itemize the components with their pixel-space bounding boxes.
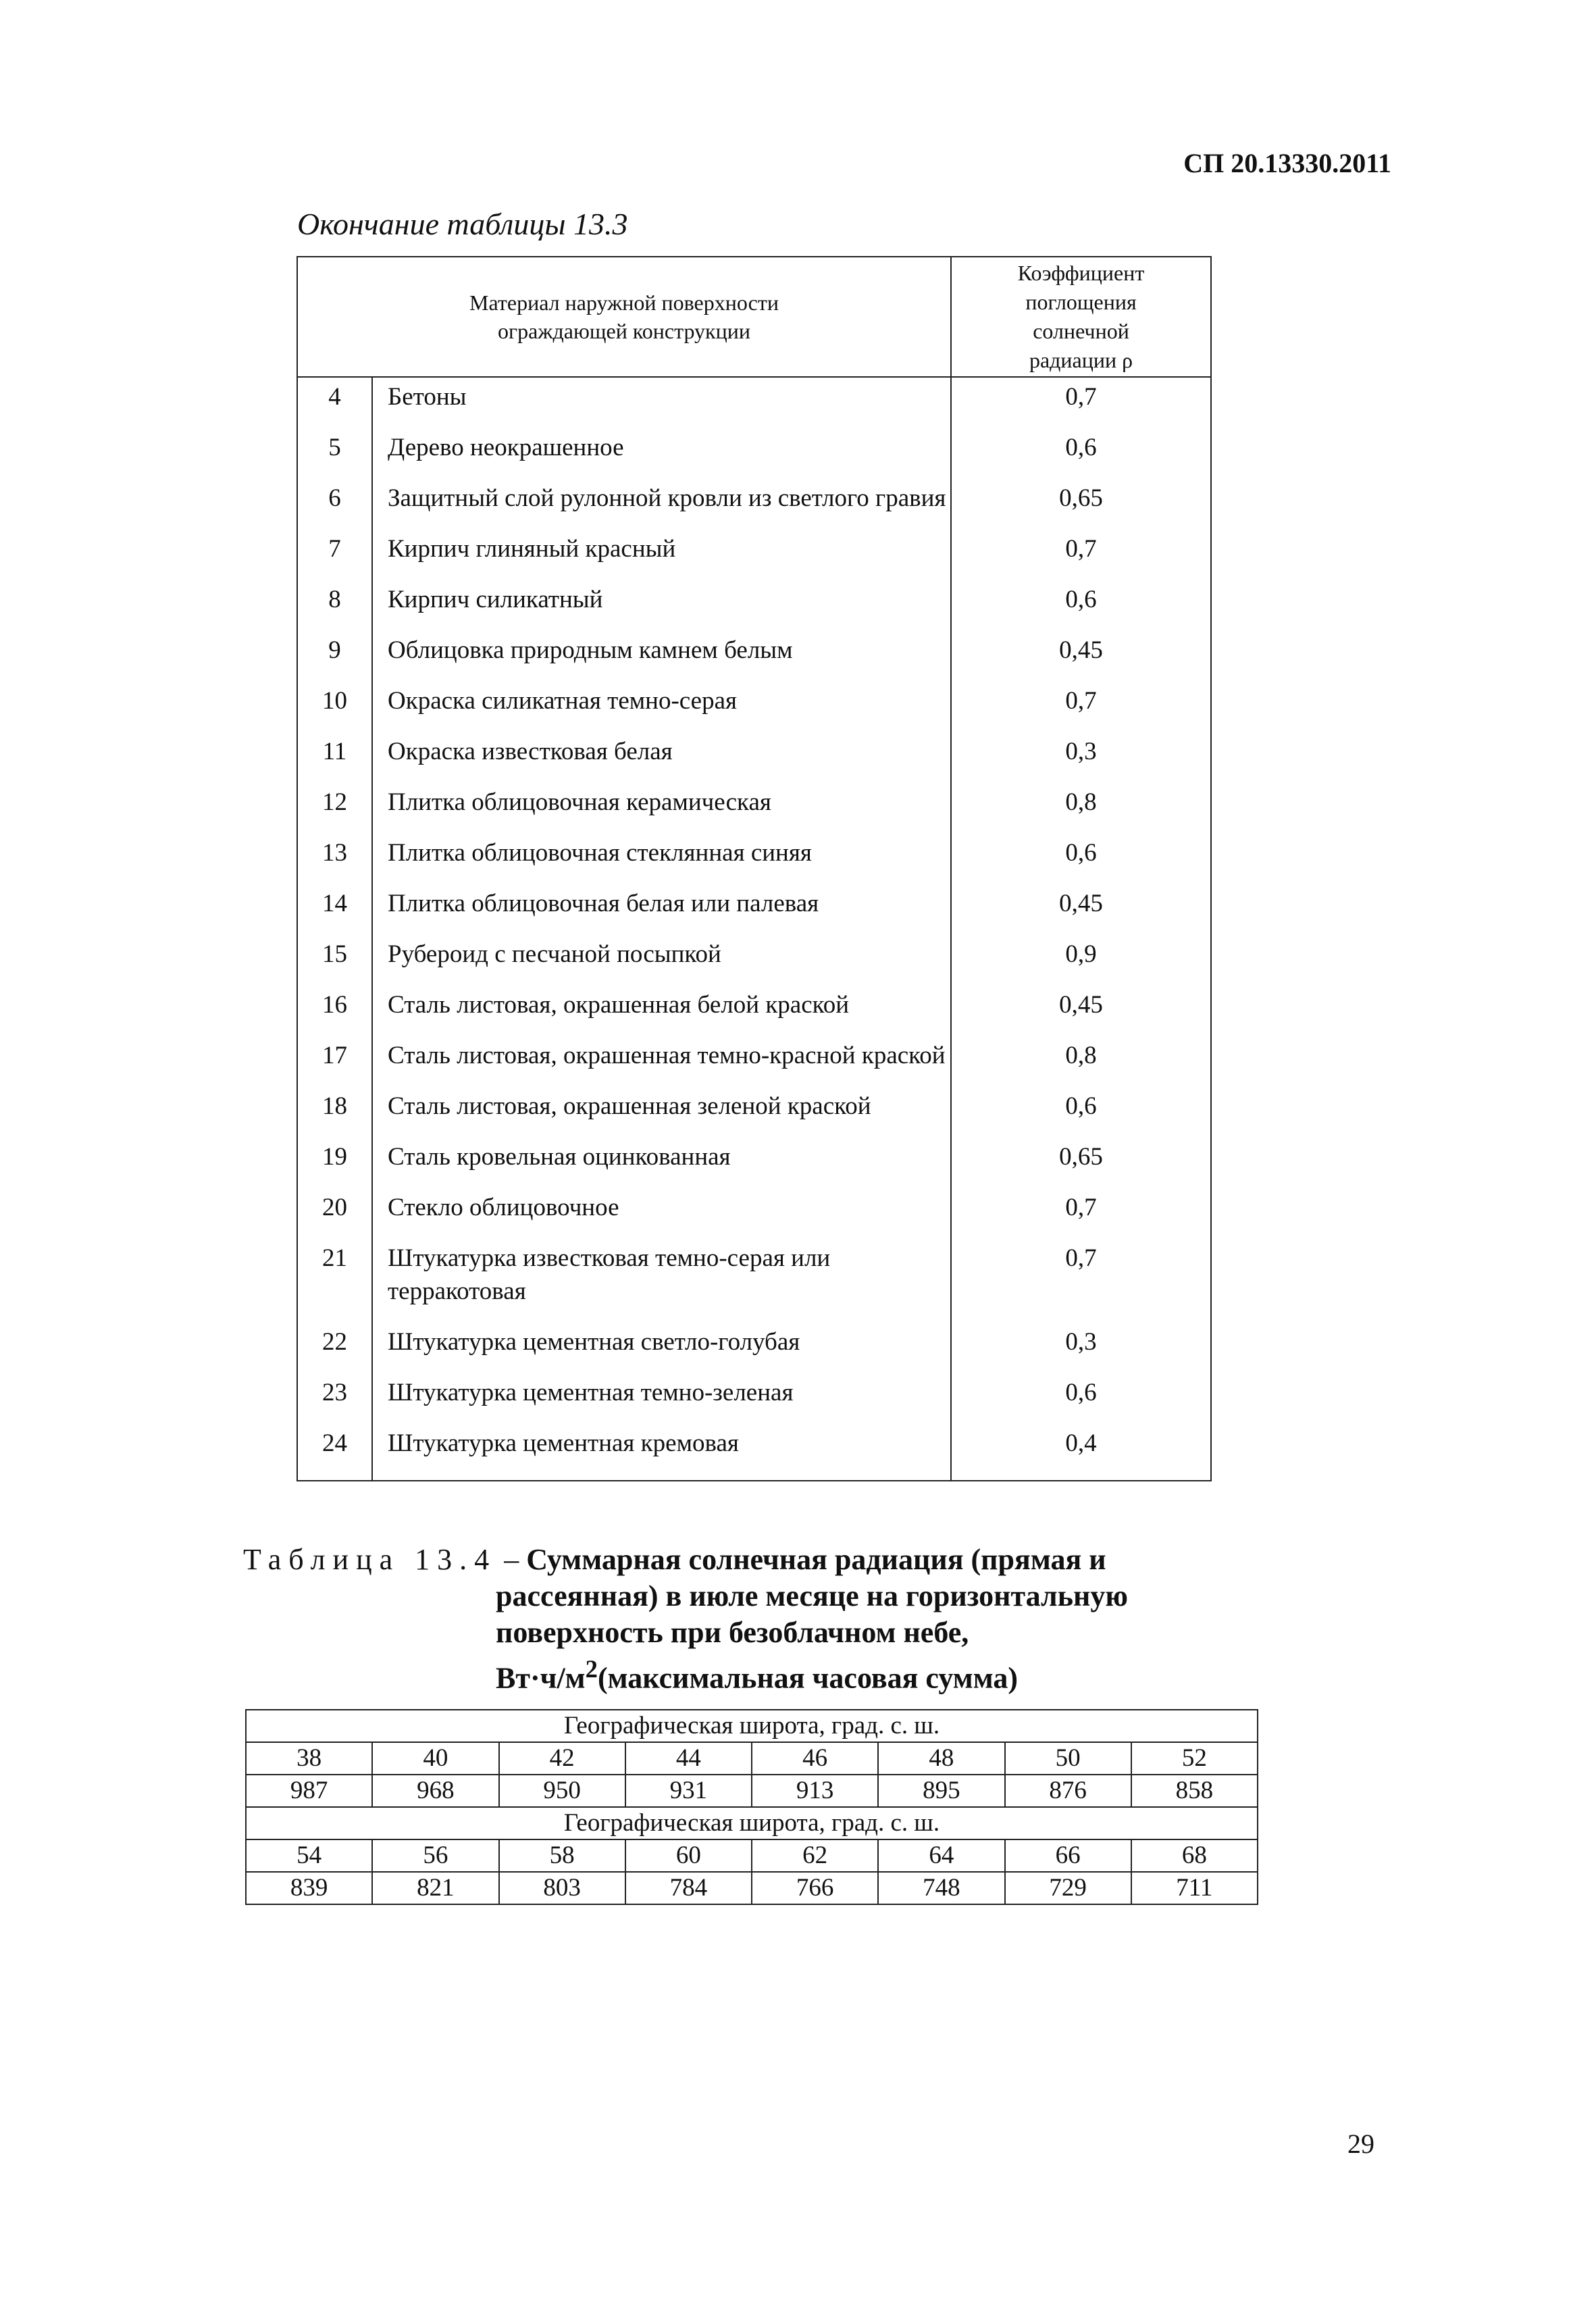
latitude-cell: 60 (625, 1839, 752, 1872)
unit-superscript: 2 (585, 1655, 598, 1683)
latitude-cell: 66 (1005, 1839, 1131, 1872)
row-material: Бетоны (372, 377, 951, 428)
row-material: Сталь кровельная оцинкованная (372, 1138, 951, 1188)
table-row (297, 834, 1211, 884)
table-row (297, 884, 1211, 935)
row-number: 16 (297, 986, 372, 1036)
row-material: Сталь листовая, окрашенная темно-красной краской (372, 1036, 951, 1087)
row-coefficient: 0,7 (951, 1239, 1211, 1323)
latitude-cell: 38 (246, 1742, 372, 1775)
radiation-cell: 987 (246, 1775, 372, 1807)
row-material: Сталь листовая, окрашенная зеленой краской (372, 1087, 951, 1138)
radiation-cell: 839 (246, 1872, 372, 1904)
document-code: СП 20.13330.2011 (1183, 148, 1391, 178)
row-material: Защитный слой рулонной кровли из светлого гравия (372, 479, 951, 530)
row-material: Сталь листовая, окрашенная белой краской (372, 986, 951, 1036)
header-material-line: ограждающей конструкции (498, 319, 750, 343)
table-row (297, 1087, 1211, 1138)
header-coef-line: Коэффициент (1017, 261, 1145, 285)
radiation-row (246, 1775, 1258, 1807)
latitude-cell: 58 (499, 1839, 625, 1872)
latitude-cell: 52 (1131, 1742, 1258, 1775)
table-row (297, 1239, 1211, 1323)
radiation-cell: 748 (878, 1872, 1004, 1904)
radiation-cell: 876 (1005, 1775, 1131, 1807)
row-number: 24 (297, 1424, 372, 1481)
latitude-cell: 68 (1131, 1839, 1258, 1872)
row-coefficient: 0,6 (951, 834, 1211, 884)
row-number: 17 (297, 1036, 372, 1087)
table-header-row (297, 257, 1211, 377)
table-row (297, 935, 1211, 986)
row-coefficient: 0,65 (951, 1138, 1211, 1188)
latitude-cell: 64 (878, 1839, 1004, 1872)
row-number: 13 (297, 834, 372, 884)
latitude-group-header: Географическая широта, град. с. ш. (246, 1807, 1258, 1839)
latitude-row (246, 1742, 1258, 1775)
table-row (297, 732, 1211, 783)
row-coefficient: 0,9 (951, 935, 1211, 986)
row-material: Дерево неокрашенное (372, 428, 951, 479)
table-row (297, 631, 1211, 682)
table-13-4-title-line: рассеянная) в июле месяце на горизонтальную (496, 1579, 1128, 1612)
row-coefficient: 0,8 (951, 1036, 1211, 1087)
row-material: Плитка облицовочная керамическая (372, 783, 951, 834)
radiation-cell: 858 (1131, 1775, 1258, 1807)
radiation-cell: 968 (372, 1775, 498, 1807)
row-number: 6 (297, 479, 372, 530)
table-row (297, 428, 1211, 479)
row-number: 15 (297, 935, 372, 986)
table-row (297, 1138, 1211, 1188)
row-number: 22 (297, 1323, 372, 1373)
table-row (297, 377, 1211, 428)
header-coef-line: поглощения (1025, 290, 1137, 314)
table-row (297, 682, 1211, 732)
row-coefficient: 0,6 (951, 1087, 1211, 1138)
row-coefficient: 0,45 (951, 631, 1211, 682)
row-number: 19 (297, 1138, 372, 1188)
table-13-4-title-line: Суммарная солнечная радиация (прямая и (526, 1543, 1106, 1576)
table-row (297, 580, 1211, 631)
header-coef-line: солнечной (1033, 319, 1129, 343)
radiation-cell: 931 (625, 1775, 752, 1807)
row-coefficient: 0,3 (951, 732, 1211, 783)
unit-rest: (максимальная часовая сумма) (597, 1661, 1019, 1695)
row-material: Штукатурка цементная кремовая (372, 1424, 951, 1481)
table-row (297, 783, 1211, 834)
caption-dash: – (496, 1543, 527, 1576)
radiation-cell: 895 (878, 1775, 1004, 1807)
radiation-cell: 711 (1131, 1872, 1258, 1904)
table-row (297, 1424, 1211, 1481)
row-number: 5 (297, 428, 372, 479)
row-coefficient: 0,7 (951, 682, 1211, 732)
row-number: 7 (297, 530, 372, 580)
table-row (297, 1323, 1211, 1373)
group-header-row (246, 1710, 1258, 1742)
header-material-line: Материал наружной поверхности (469, 290, 779, 315)
header-coef-line: радиации ρ (1029, 348, 1133, 372)
latitude-group-header: Географическая широта, град. с. ш. (246, 1710, 1258, 1742)
table-row (297, 1188, 1211, 1239)
radiation-cell: 913 (752, 1775, 878, 1807)
table-13-3 (297, 256, 1212, 1481)
radiation-cell: 950 (499, 1775, 625, 1807)
table-row (297, 530, 1211, 580)
row-material: Плитка облицовочная белая или палевая (372, 884, 951, 935)
latitude-cell: 46 (752, 1742, 878, 1775)
row-number: 4 (297, 377, 372, 428)
page-number: 29 (1347, 2129, 1374, 2159)
latitude-cell: 56 (372, 1839, 498, 1872)
table-row (297, 1036, 1211, 1087)
table-13-3-caption: Окончание таблицы 13.3 (297, 207, 628, 241)
latitude-cell: 40 (372, 1742, 498, 1775)
row-material: Штукатурка цементная светло-голубая (372, 1323, 951, 1373)
row-material: Штукатурка известковая темно-серая или терракотовая (372, 1239, 951, 1323)
row-number: 11 (297, 732, 372, 783)
radiation-cell: 803 (499, 1872, 625, 1904)
row-material: Кирпич силикатный (372, 580, 951, 631)
radiation-cell: 784 (625, 1872, 752, 1904)
row-coefficient: 0,3 (951, 1323, 1211, 1373)
unit-text: Вт·ч/м (496, 1661, 586, 1695)
row-number: 14 (297, 884, 372, 935)
latitude-cell: 44 (625, 1742, 752, 1775)
row-number: 23 (297, 1373, 372, 1424)
row-number: 20 (297, 1188, 372, 1239)
row-material: Окраска силикатная темно-серая (372, 682, 951, 732)
row-number: 12 (297, 783, 372, 834)
row-coefficient: 0,7 (951, 530, 1211, 580)
latitude-cell: 48 (878, 1742, 1004, 1775)
table-13-4-label: Таблица 13.4 (243, 1543, 497, 1576)
row-material: Плитка облицовочная стеклянная синяя (372, 834, 951, 884)
row-coefficient: 0,45 (951, 884, 1211, 935)
row-material: Облицовка природным камнем белым (372, 631, 951, 682)
table-13-4-caption (243, 1542, 1297, 1697)
table-row (297, 1373, 1211, 1424)
radiation-cell: 821 (372, 1872, 498, 1904)
row-material: Штукатурка цементная темно-зеленая (372, 1373, 951, 1424)
row-number: 10 (297, 682, 372, 732)
row-coefficient: 0,65 (951, 479, 1211, 530)
row-number: 18 (297, 1087, 372, 1138)
row-coefficient: 0,6 (951, 580, 1211, 631)
header-coefficient (951, 257, 1211, 377)
latitude-cell: 62 (752, 1839, 878, 1872)
radiation-cell: 729 (1005, 1872, 1131, 1904)
radiation-cell: 766 (752, 1872, 878, 1904)
row-coefficient: 0,7 (951, 377, 1211, 428)
row-material: Рубероид с песчаной посыпкой (372, 935, 951, 986)
row-number: 21 (297, 1239, 372, 1323)
row-coefficient: 0,4 (951, 1424, 1211, 1481)
row-material: Стекло облицовочное (372, 1188, 951, 1239)
row-coefficient: 0,45 (951, 986, 1211, 1036)
group-header-row (246, 1807, 1258, 1839)
latitude-cell: 42 (499, 1742, 625, 1775)
radiation-row (246, 1872, 1258, 1904)
row-coefficient: 0,6 (951, 428, 1211, 479)
table-row (297, 986, 1211, 1036)
table-13-4-title-unit (243, 1651, 1297, 1697)
table-13-4-title-line: поверхность при безоблачном небе, (496, 1616, 969, 1649)
row-coefficient: 0,8 (951, 783, 1211, 834)
latitude-row (246, 1839, 1258, 1872)
row-number: 8 (297, 580, 372, 631)
table-row (297, 479, 1211, 530)
row-material: Окраска известковая белая (372, 732, 951, 783)
header-material (297, 257, 951, 377)
row-coefficient: 0,6 (951, 1373, 1211, 1424)
row-number: 9 (297, 631, 372, 682)
table-13-4 (245, 1709, 1258, 1905)
latitude-cell: 50 (1005, 1742, 1131, 1775)
latitude-cell: 54 (246, 1839, 372, 1872)
row-material: Кирпич глиняный красный (372, 530, 951, 580)
row-coefficient: 0,7 (951, 1188, 1211, 1239)
